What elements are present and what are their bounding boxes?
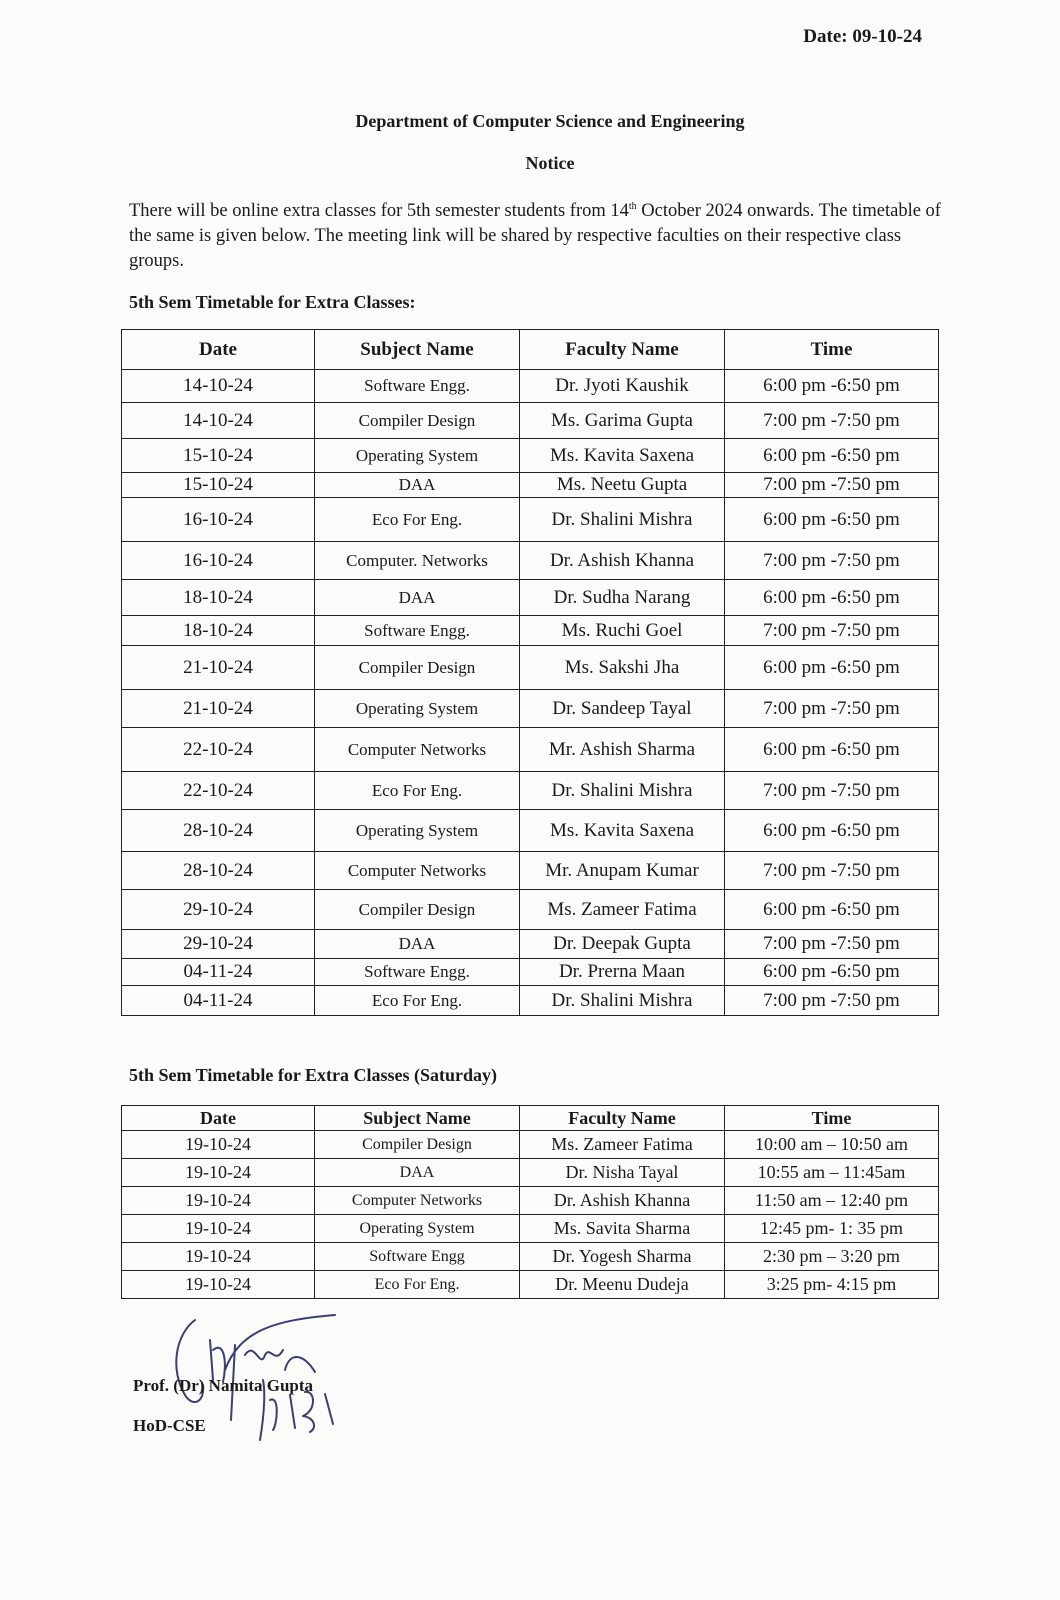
table-row bbox=[122, 959, 939, 986]
cell-faculty: Dr. Prerna Maan bbox=[520, 959, 725, 986]
table-row bbox=[122, 1159, 939, 1187]
cell-faculty: Ms. Garima Gupta bbox=[520, 403, 725, 439]
table-row bbox=[122, 852, 939, 890]
table-row bbox=[122, 930, 939, 959]
notice-body-part1: There will be online extra classes for 5th semester students from 14 bbox=[129, 201, 629, 222]
header-subject: Subject Name bbox=[315, 330, 520, 370]
cell-time: 7:00 pm -7:50 pm bbox=[725, 772, 939, 810]
cell-time: 6:00 pm -6:50 pm bbox=[725, 810, 939, 852]
cell-faculty: Dr. Ashish Khanna bbox=[520, 1187, 725, 1215]
cell-date: 29-10-24 bbox=[122, 890, 315, 930]
cell-time: 6:00 pm -6:50 pm bbox=[725, 580, 939, 616]
table-row bbox=[122, 616, 939, 646]
cell-time: 6:00 pm -6:50 pm bbox=[725, 728, 939, 772]
cell-faculty: Dr. Meenu Dudeja bbox=[520, 1271, 725, 1299]
cell-date: 28-10-24 bbox=[122, 810, 315, 852]
cell-faculty: Dr. Shalini Mishra bbox=[520, 986, 725, 1016]
cell-time: 6:00 pm -6:50 pm bbox=[725, 890, 939, 930]
cell-date: 19-10-24 bbox=[122, 1159, 315, 1187]
cell-faculty: Dr. Yogesh Sharma bbox=[520, 1243, 725, 1271]
cell-faculty: Dr. Shalini Mishra bbox=[520, 498, 725, 542]
department-heading: Department of Computer Science and Engineering bbox=[355, 111, 745, 131]
cell-subject: Compiler Design bbox=[315, 403, 520, 439]
cell-subject: Operating System bbox=[315, 439, 520, 473]
cell-subject: Compiler Design bbox=[315, 646, 520, 690]
cell-subject: Operating System bbox=[315, 1215, 520, 1243]
table-row bbox=[122, 473, 939, 498]
cell-faculty: Ms. Neetu Gupta bbox=[520, 473, 725, 498]
timetable-weekday bbox=[121, 329, 939, 1016]
cell-subject: Computer Networks bbox=[315, 728, 520, 772]
cell-date: 22-10-24 bbox=[122, 728, 315, 772]
table-row bbox=[122, 439, 939, 473]
cell-faculty: Ms. Ruchi Goel bbox=[520, 616, 725, 646]
cell-faculty: Dr. Sandeep Tayal bbox=[520, 690, 725, 728]
notice-body bbox=[129, 194, 944, 274]
table-row bbox=[122, 890, 939, 930]
table-header-row bbox=[122, 330, 939, 370]
cell-faculty: Dr. Deepak Gupta bbox=[520, 930, 725, 959]
cell-faculty: Ms. Zameer Fatima bbox=[520, 1131, 725, 1159]
cell-date: 19-10-24 bbox=[122, 1131, 315, 1159]
cell-date: 28-10-24 bbox=[122, 852, 315, 890]
cell-subject: Computer. Networks bbox=[315, 542, 520, 580]
signatory-name: Prof. (Dr) Namita Gupta bbox=[133, 1376, 314, 1395]
header-time: Time bbox=[725, 330, 939, 370]
cell-time: 12:45 pm- 1: 35 pm bbox=[725, 1215, 939, 1243]
table-row bbox=[122, 690, 939, 728]
cell-faculty: Mr. Ashish Sharma bbox=[520, 728, 725, 772]
table-header-row bbox=[122, 1106, 939, 1131]
notice-body-sup: th bbox=[628, 201, 637, 212]
cell-date: 19-10-24 bbox=[122, 1271, 315, 1299]
cell-date: 21-10-24 bbox=[122, 690, 315, 728]
header-faculty: Faculty Name bbox=[520, 1106, 725, 1131]
cell-time: 6:00 pm -6:50 pm bbox=[725, 959, 939, 986]
cell-date: 22-10-24 bbox=[122, 772, 315, 810]
cell-date: 04-11-24 bbox=[122, 986, 315, 1016]
cell-time: 6:00 pm -6:50 pm bbox=[725, 498, 939, 542]
cell-faculty: Dr. Sudha Narang bbox=[520, 580, 725, 616]
cell-date: 16-10-24 bbox=[122, 542, 315, 580]
table-row bbox=[122, 1215, 939, 1243]
cell-date: 18-10-24 bbox=[122, 580, 315, 616]
timetable-saturday bbox=[121, 1105, 939, 1299]
cell-faculty: Mr. Anupam Kumar bbox=[520, 852, 725, 890]
cell-time: 10:00 am – 10:50 am bbox=[725, 1131, 939, 1159]
notice-title: Notice bbox=[525, 153, 575, 173]
cell-subject: Computer Networks bbox=[315, 1187, 520, 1215]
header-subject: Subject Name bbox=[315, 1106, 520, 1131]
cell-subject: DAA bbox=[315, 473, 520, 498]
table-row bbox=[122, 1271, 939, 1299]
cell-date: 15-10-24 bbox=[122, 439, 315, 473]
cell-faculty: Ms. Savita Sharma bbox=[520, 1215, 725, 1243]
cell-faculty: Ms. Kavita Saxena bbox=[520, 439, 725, 473]
table-row bbox=[122, 986, 939, 1016]
notice-date: Date: 09-10-24 bbox=[803, 26, 922, 47]
header-faculty: Faculty Name bbox=[520, 330, 725, 370]
cell-date: 04-11-24 bbox=[122, 959, 315, 986]
cell-date: 18-10-24 bbox=[122, 616, 315, 646]
cell-subject: DAA bbox=[315, 580, 520, 616]
cell-date: 19-10-24 bbox=[122, 1187, 315, 1215]
cell-subject: Compiler Design bbox=[315, 890, 520, 930]
cell-subject: Software Engg. bbox=[315, 370, 520, 403]
header-date: Date bbox=[122, 1106, 315, 1131]
cell-time: 7:00 pm -7:50 pm bbox=[725, 542, 939, 580]
table-row bbox=[122, 498, 939, 542]
header-date: Date bbox=[122, 330, 315, 370]
cell-date: 29-10-24 bbox=[122, 930, 315, 959]
cell-date: 14-10-24 bbox=[122, 370, 315, 403]
cell-faculty: Dr. Ashish Khanna bbox=[520, 542, 725, 580]
cell-faculty: Ms. Zameer Fatima bbox=[520, 890, 725, 930]
table-row bbox=[122, 646, 939, 690]
table-row bbox=[122, 370, 939, 403]
cell-faculty: Dr. Jyoti Kaushik bbox=[520, 370, 725, 403]
cell-faculty: Dr. Shalini Mishra bbox=[520, 772, 725, 810]
cell-subject: Eco For Eng. bbox=[315, 498, 520, 542]
cell-subject: Software Engg. bbox=[315, 616, 520, 646]
cell-time: 3:25 pm- 4:15 pm bbox=[725, 1271, 939, 1299]
cell-time: 7:00 pm -7:50 pm bbox=[725, 403, 939, 439]
cell-date: 14-10-24 bbox=[122, 403, 315, 439]
cell-time: 7:00 pm -7:50 pm bbox=[725, 852, 939, 890]
cell-time: 7:00 pm -7:50 pm bbox=[725, 616, 939, 646]
cell-time: 11:50 am – 12:40 pm bbox=[725, 1187, 939, 1215]
cell-date: 19-10-24 bbox=[122, 1215, 315, 1243]
cell-time: 7:00 pm -7:50 pm bbox=[725, 986, 939, 1016]
cell-time: 2:30 pm – 3:20 pm bbox=[725, 1243, 939, 1271]
cell-subject: Computer Networks bbox=[315, 852, 520, 890]
cell-time: 7:00 pm -7:50 pm bbox=[725, 690, 939, 728]
table-row bbox=[122, 1243, 939, 1271]
cell-subject: Eco For Eng. bbox=[315, 1271, 520, 1299]
cell-date: 21-10-24 bbox=[122, 646, 315, 690]
cell-faculty: Dr. Nisha Tayal bbox=[520, 1159, 725, 1187]
cell-date: 16-10-24 bbox=[122, 498, 315, 542]
cell-date: 15-10-24 bbox=[122, 473, 315, 498]
cell-subject: DAA bbox=[315, 1159, 520, 1187]
table-row bbox=[122, 1131, 939, 1159]
cell-time: 6:00 pm -6:50 pm bbox=[725, 646, 939, 690]
cell-subject: DAA bbox=[315, 930, 520, 959]
cell-time: 6:00 pm -6:50 pm bbox=[725, 439, 939, 473]
table-row bbox=[122, 403, 939, 439]
table-row bbox=[122, 810, 939, 852]
table-row bbox=[122, 728, 939, 772]
table-row bbox=[122, 580, 939, 616]
signatory-title: HoD-CSE bbox=[133, 1416, 206, 1435]
cell-time: 10:55 am – 11:45am bbox=[725, 1159, 939, 1187]
cell-subject: Eco For Eng. bbox=[315, 986, 520, 1016]
cell-subject: Eco For Eng. bbox=[315, 772, 520, 810]
table-2-caption: 5th Sem Timetable for Extra Classes (Saturday) bbox=[129, 1065, 497, 1085]
cell-faculty: Ms. Kavita Saxena bbox=[520, 810, 725, 852]
cell-time: 6:00 pm -6:50 pm bbox=[725, 370, 939, 403]
table-row bbox=[122, 772, 939, 810]
table-1-caption: 5th Sem Timetable for Extra Classes: bbox=[129, 292, 416, 312]
cell-time: 7:00 pm -7:50 pm bbox=[725, 930, 939, 959]
table-row bbox=[122, 542, 939, 580]
cell-date: 19-10-24 bbox=[122, 1243, 315, 1271]
notice-body-part2: October 2024 onwards. The timetable of the same is given below. The meeting link will be shared by respective faculties on their respective class groups. bbox=[129, 201, 941, 272]
table-row bbox=[122, 1187, 939, 1215]
cell-subject: Operating System bbox=[315, 810, 520, 852]
cell-subject: Software Engg. bbox=[315, 959, 520, 986]
header-time: Time bbox=[725, 1106, 939, 1131]
cell-subject: Operating System bbox=[315, 690, 520, 728]
cell-subject: Compiler Design bbox=[315, 1131, 520, 1159]
cell-time: 7:00 pm -7:50 pm bbox=[725, 473, 939, 498]
cell-subject: Software Engg bbox=[315, 1243, 520, 1271]
cell-faculty: Ms. Sakshi Jha bbox=[520, 646, 725, 690]
